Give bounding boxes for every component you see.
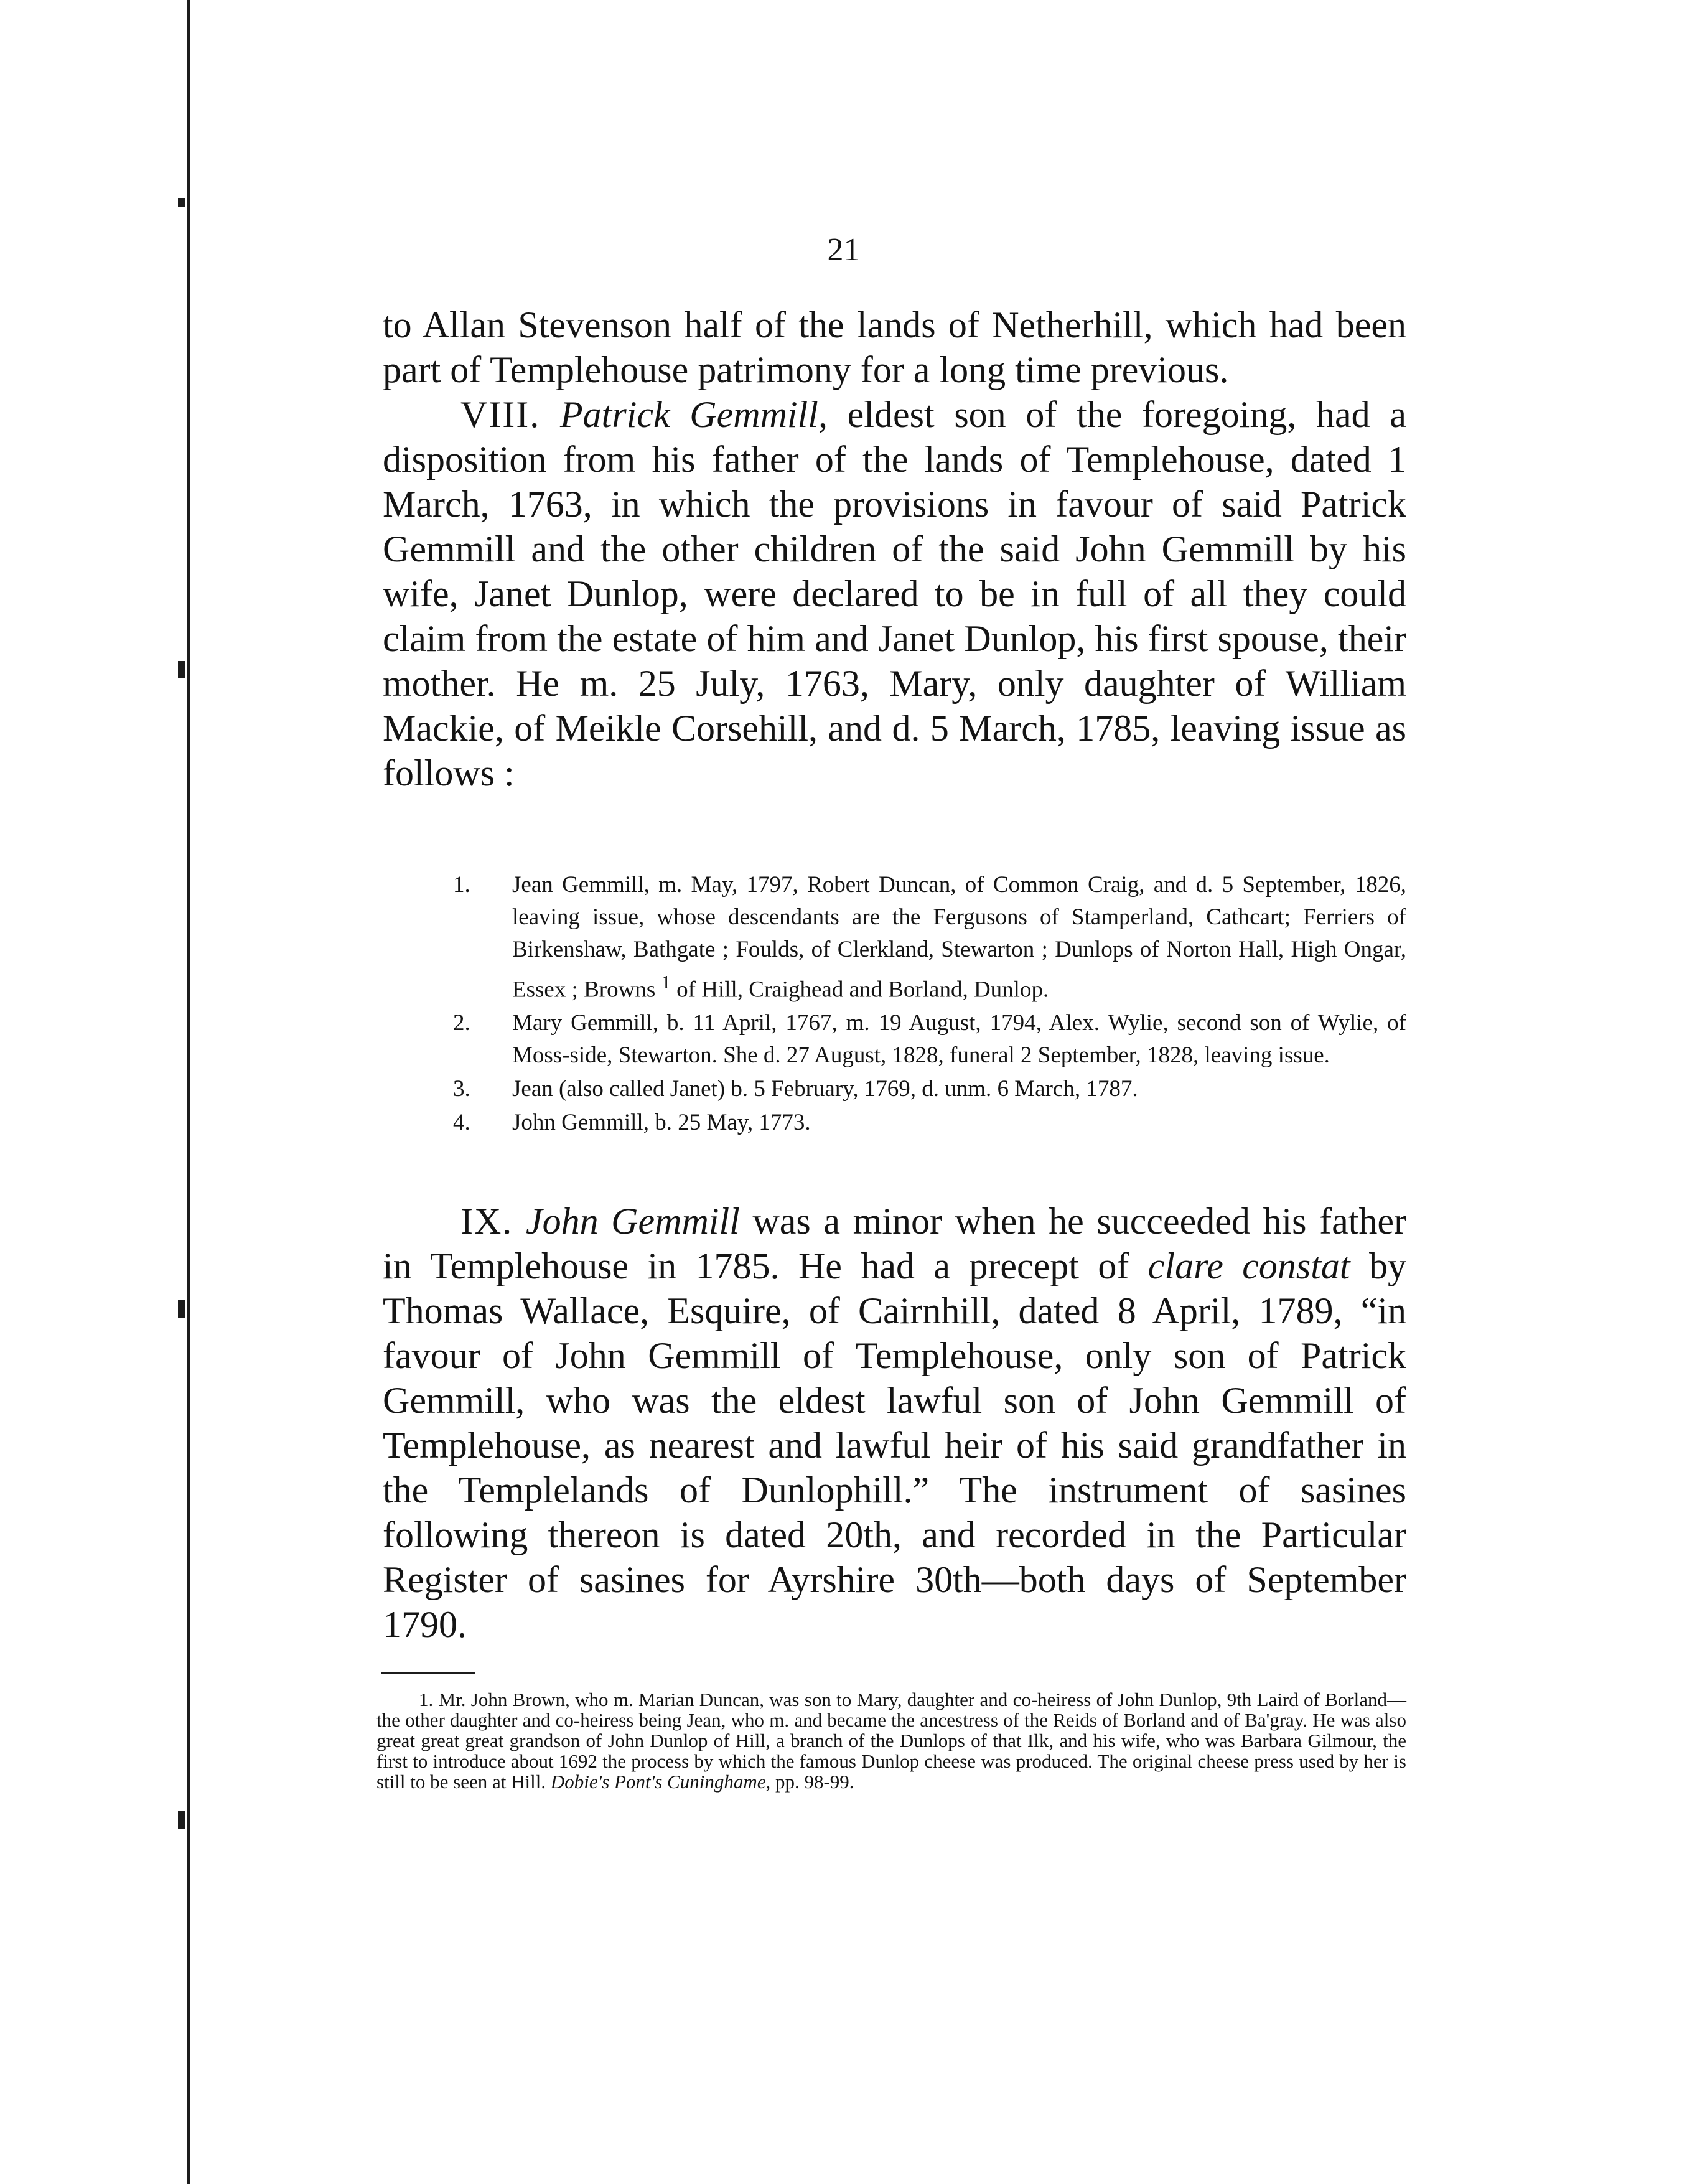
item-number: 4. — [453, 1110, 470, 1136]
item-text: of Hill, Craighead and Borland, Dunlop. — [670, 977, 1049, 1003]
generation-viii-paragraph — [383, 392, 1406, 795]
item-number: 3. — [453, 1076, 470, 1102]
person-name: John Gemmill — [525, 1201, 740, 1242]
footnote-text: 1. Mr. John Brown, who m. Marian Duncan, was son to Mary, daughter and co-heiress of John Dunlop, 9th Laird of Borland—the other daughter and co-heiress being Jean, who m. and became the ancestress of the Reids of Borland and of Ba'gray. He was also great great great grandson of John Dunlop of Hill, a branch of the Dunlops of that Ilk, and his wife, who was Barbara Gilmour, the first to introduce about 1692 the process by which the famous Dunlop cheese was produced. The original cheese press used by her is still to be seen at Hill. — [376, 1689, 1406, 1793]
item-text: John Gemmill, b. 25 May, 1773. — [512, 1110, 811, 1136]
list-item — [453, 869, 1406, 1006]
generation-numeral: VIII. — [460, 394, 541, 435]
edge-mark — [178, 1811, 185, 1829]
generation-numeral: IX. — [460, 1201, 513, 1242]
item-number: 1. — [453, 872, 470, 898]
edge-mark — [178, 661, 185, 678]
footnote-pages: pp. 98-99. — [770, 1771, 854, 1793]
item-text: Jean (also called Janet) b. 5 February, 1769, d. unm. 6 March, 1787. — [512, 1076, 1138, 1102]
footnote-ref: 1 — [661, 972, 671, 993]
paragraph-text: by Thomas Wallace, Esquire, of Cairnhill, dated 8 April, 1789, “in favour of John Gemmill of Templehouse, only son of Patrick Gemmill, who was the eldest lawful son of John Gemmill of Templehouse, as nearest and lawful heir of his said grandfather in the Templelands of Dunlophill.” The instrument of sasines following thereon is dated 20th, and recorded in the Particular Register of sasines for Ayrshire 30th—both days of September 1790. — [383, 1245, 1407, 1645]
continuation-paragraph: to Allan Stevenson half of the lands of Netherhill, which had been part of Templehouse patrimony for a long time previous. — [383, 304, 1406, 390]
footnote-divider — [381, 1672, 475, 1674]
children-list — [453, 869, 1406, 1140]
generation-ix-paragraph — [383, 1199, 1406, 1647]
list-item — [453, 1007, 1406, 1072]
paragraph-text: eldest son of the foregoing, had a disposition from his father of the lands of Templehouse, dated 1 March, 1763, in which the provisions in favour of said Patrick Gemmill and the other children of the said John Gemmill by his wife, Janet Dunlop, were declared to be in full of all they could claim from the estate of him and Janet Dunlop, his first spouse, their mother. He m. 25 July, 1763, Mary, only daughter of William Mackie, of Meikle Corsehill, and d. 5 March, 1785, leaving issue as follows : — [383, 394, 1407, 794]
main-text-upper — [383, 302, 1406, 795]
item-text: Jean Gemmill, m. May, 1797, Robert Duncan, of Common Craig, and d. 5 September, 1826, leaving issue, whose descendants are the Fergusons of Stamperland, Cathcart; Ferriers of Birkenshaw, Bathgate ; Foulds, of Clerkland, Stewarton ; Dunlops of Norton Hall, High Ongar, Essex ; Browns — [512, 872, 1406, 1003]
main-text-lower — [383, 1199, 1406, 1647]
list-item — [453, 1073, 1406, 1105]
edge-mark — [178, 198, 185, 207]
latin-term: clare constat — [1147, 1245, 1350, 1286]
item-text: Mary Gemmill, b. 11 April, 1767, m. 19 August, 1794, Alex. Wylie, second son of Wylie, of Moss-side, Stewarton. She d. 27 August, 1828, funeral 2 September, 1828, leaving issue. — [512, 1010, 1406, 1069]
footnote — [376, 1689, 1406, 1792]
page-edge-line — [187, 0, 190, 2184]
footnote-source: Dobie's Pont's Cuninghame, — [550, 1771, 771, 1793]
item-number: 2. — [453, 1010, 470, 1036]
paragraph-text: was a minor when he succeeded his father in Templehouse in 1785. He had a precept of — [383, 1201, 1407, 1286]
edge-mark — [178, 1300, 185, 1318]
list-item — [453, 1107, 1406, 1139]
person-name: Patrick Gemmill, — [560, 394, 828, 435]
page-number: 21 — [827, 232, 860, 268]
